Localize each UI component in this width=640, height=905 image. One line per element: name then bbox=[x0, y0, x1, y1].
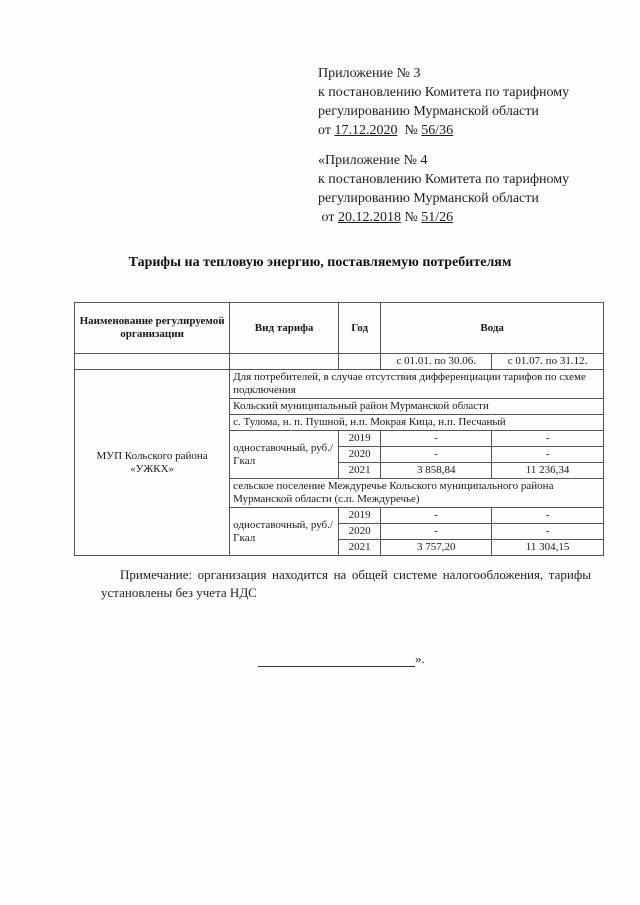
appendix-3-line-2: к постановлению Комитета по тарифному bbox=[318, 85, 570, 100]
appendix-4-date-line bbox=[318, 208, 569, 227]
value-h1: - bbox=[381, 508, 492, 524]
appendix-4-number: 51/26 bbox=[421, 210, 454, 225]
value-h1: - bbox=[381, 524, 492, 540]
appendix-3-date: 17.12.2020 bbox=[334, 123, 398, 138]
appendix-3-title: Приложение № 3 bbox=[318, 66, 421, 81]
appendix-4-line-2: к постановлению Комитета по тарифному bbox=[318, 172, 570, 187]
table-row-periods bbox=[75, 354, 604, 370]
table-row-note bbox=[75, 370, 604, 399]
value-h2: - bbox=[492, 508, 604, 524]
header-tariff-kind: Вид тарифа bbox=[230, 303, 339, 354]
document-title: Тарифы на тепловую энергию, поставляемую потребителям bbox=[128, 255, 512, 270]
value-h1: 3 858,84 bbox=[381, 463, 492, 479]
appendix-4-header bbox=[318, 151, 569, 227]
closing-quote: ». bbox=[415, 651, 425, 666]
consumer-note: Для потребителей, в случае отсутствия дифференциации тарифов по схеме подключения bbox=[230, 370, 604, 399]
table-header-row bbox=[75, 303, 604, 354]
table-cell bbox=[338, 354, 380, 370]
table-cell bbox=[230, 354, 339, 370]
value-h2: - bbox=[492, 447, 604, 463]
header-organization: Наименование регулируемой организации bbox=[75, 303, 230, 354]
table-cell bbox=[75, 354, 230, 370]
appendix-3-number: 56/36 bbox=[421, 123, 454, 138]
value-h1: 3 757,20 bbox=[381, 540, 492, 556]
year-cell: 2021 bbox=[338, 540, 380, 556]
year-cell: 2021 bbox=[338, 463, 380, 479]
value-h1: - bbox=[381, 431, 492, 447]
number-prefix: № bbox=[404, 210, 422, 225]
year-cell: 2019 bbox=[338, 508, 380, 524]
header-year: Год bbox=[338, 303, 380, 354]
year-cell: 2020 bbox=[338, 524, 380, 540]
value-h2: - bbox=[492, 431, 604, 447]
value-h1: - bbox=[381, 447, 492, 463]
organization-name: МУП Кольского района «УЖКХ» bbox=[75, 370, 230, 556]
settlement-1: с. Тулома, н. п. Пушной, н.п. Мокрая Кица, н.п. Песчаный bbox=[230, 415, 604, 431]
district-name: Кольский муниципальный район Мурманской области bbox=[230, 399, 604, 415]
date-prefix: от bbox=[318, 123, 335, 138]
year-cell: 2020 bbox=[338, 447, 380, 463]
value-h2: 11 236,34 bbox=[492, 463, 604, 479]
tax-note: Примечание: организация находится на общей системе налогообложения, тарифы установлены без учета НДС bbox=[101, 567, 591, 600]
header-water: Вода bbox=[381, 303, 604, 354]
appendix-3-header bbox=[318, 64, 569, 140]
year-cell: 2019 bbox=[338, 431, 380, 447]
appendix-4-title: «Приложение № 4 bbox=[318, 153, 428, 168]
date-prefix: от bbox=[321, 210, 338, 225]
value-h2: - bbox=[492, 524, 604, 540]
tariff-table bbox=[74, 302, 604, 556]
appendix-4-line-3: регулированию Мурманской области bbox=[318, 191, 539, 206]
tariff-kind-2: одноставочный, руб./Гкал bbox=[230, 508, 339, 556]
appendix-4-date: 20.12.2018 bbox=[337, 210, 401, 225]
signature-blank-line bbox=[258, 652, 415, 667]
appendix-3-line-3: регулированию Мурманской области bbox=[318, 104, 539, 119]
settlement-2: сельское поселение Междуречье Кольского муниципального района Мурманской области (с.п. Междуречье) bbox=[230, 479, 604, 508]
value-h2: 11 304,15 bbox=[492, 540, 604, 556]
tariff-kind-1: одноставочный, руб./Гкал bbox=[230, 431, 339, 479]
number-prefix: № bbox=[404, 123, 422, 138]
period-1: с 01.01. по 30.06. bbox=[381, 354, 492, 370]
appendix-3-date-line bbox=[318, 121, 569, 140]
closing-line bbox=[258, 651, 425, 667]
period-2: с 01.07. по 31.12. bbox=[492, 354, 604, 370]
